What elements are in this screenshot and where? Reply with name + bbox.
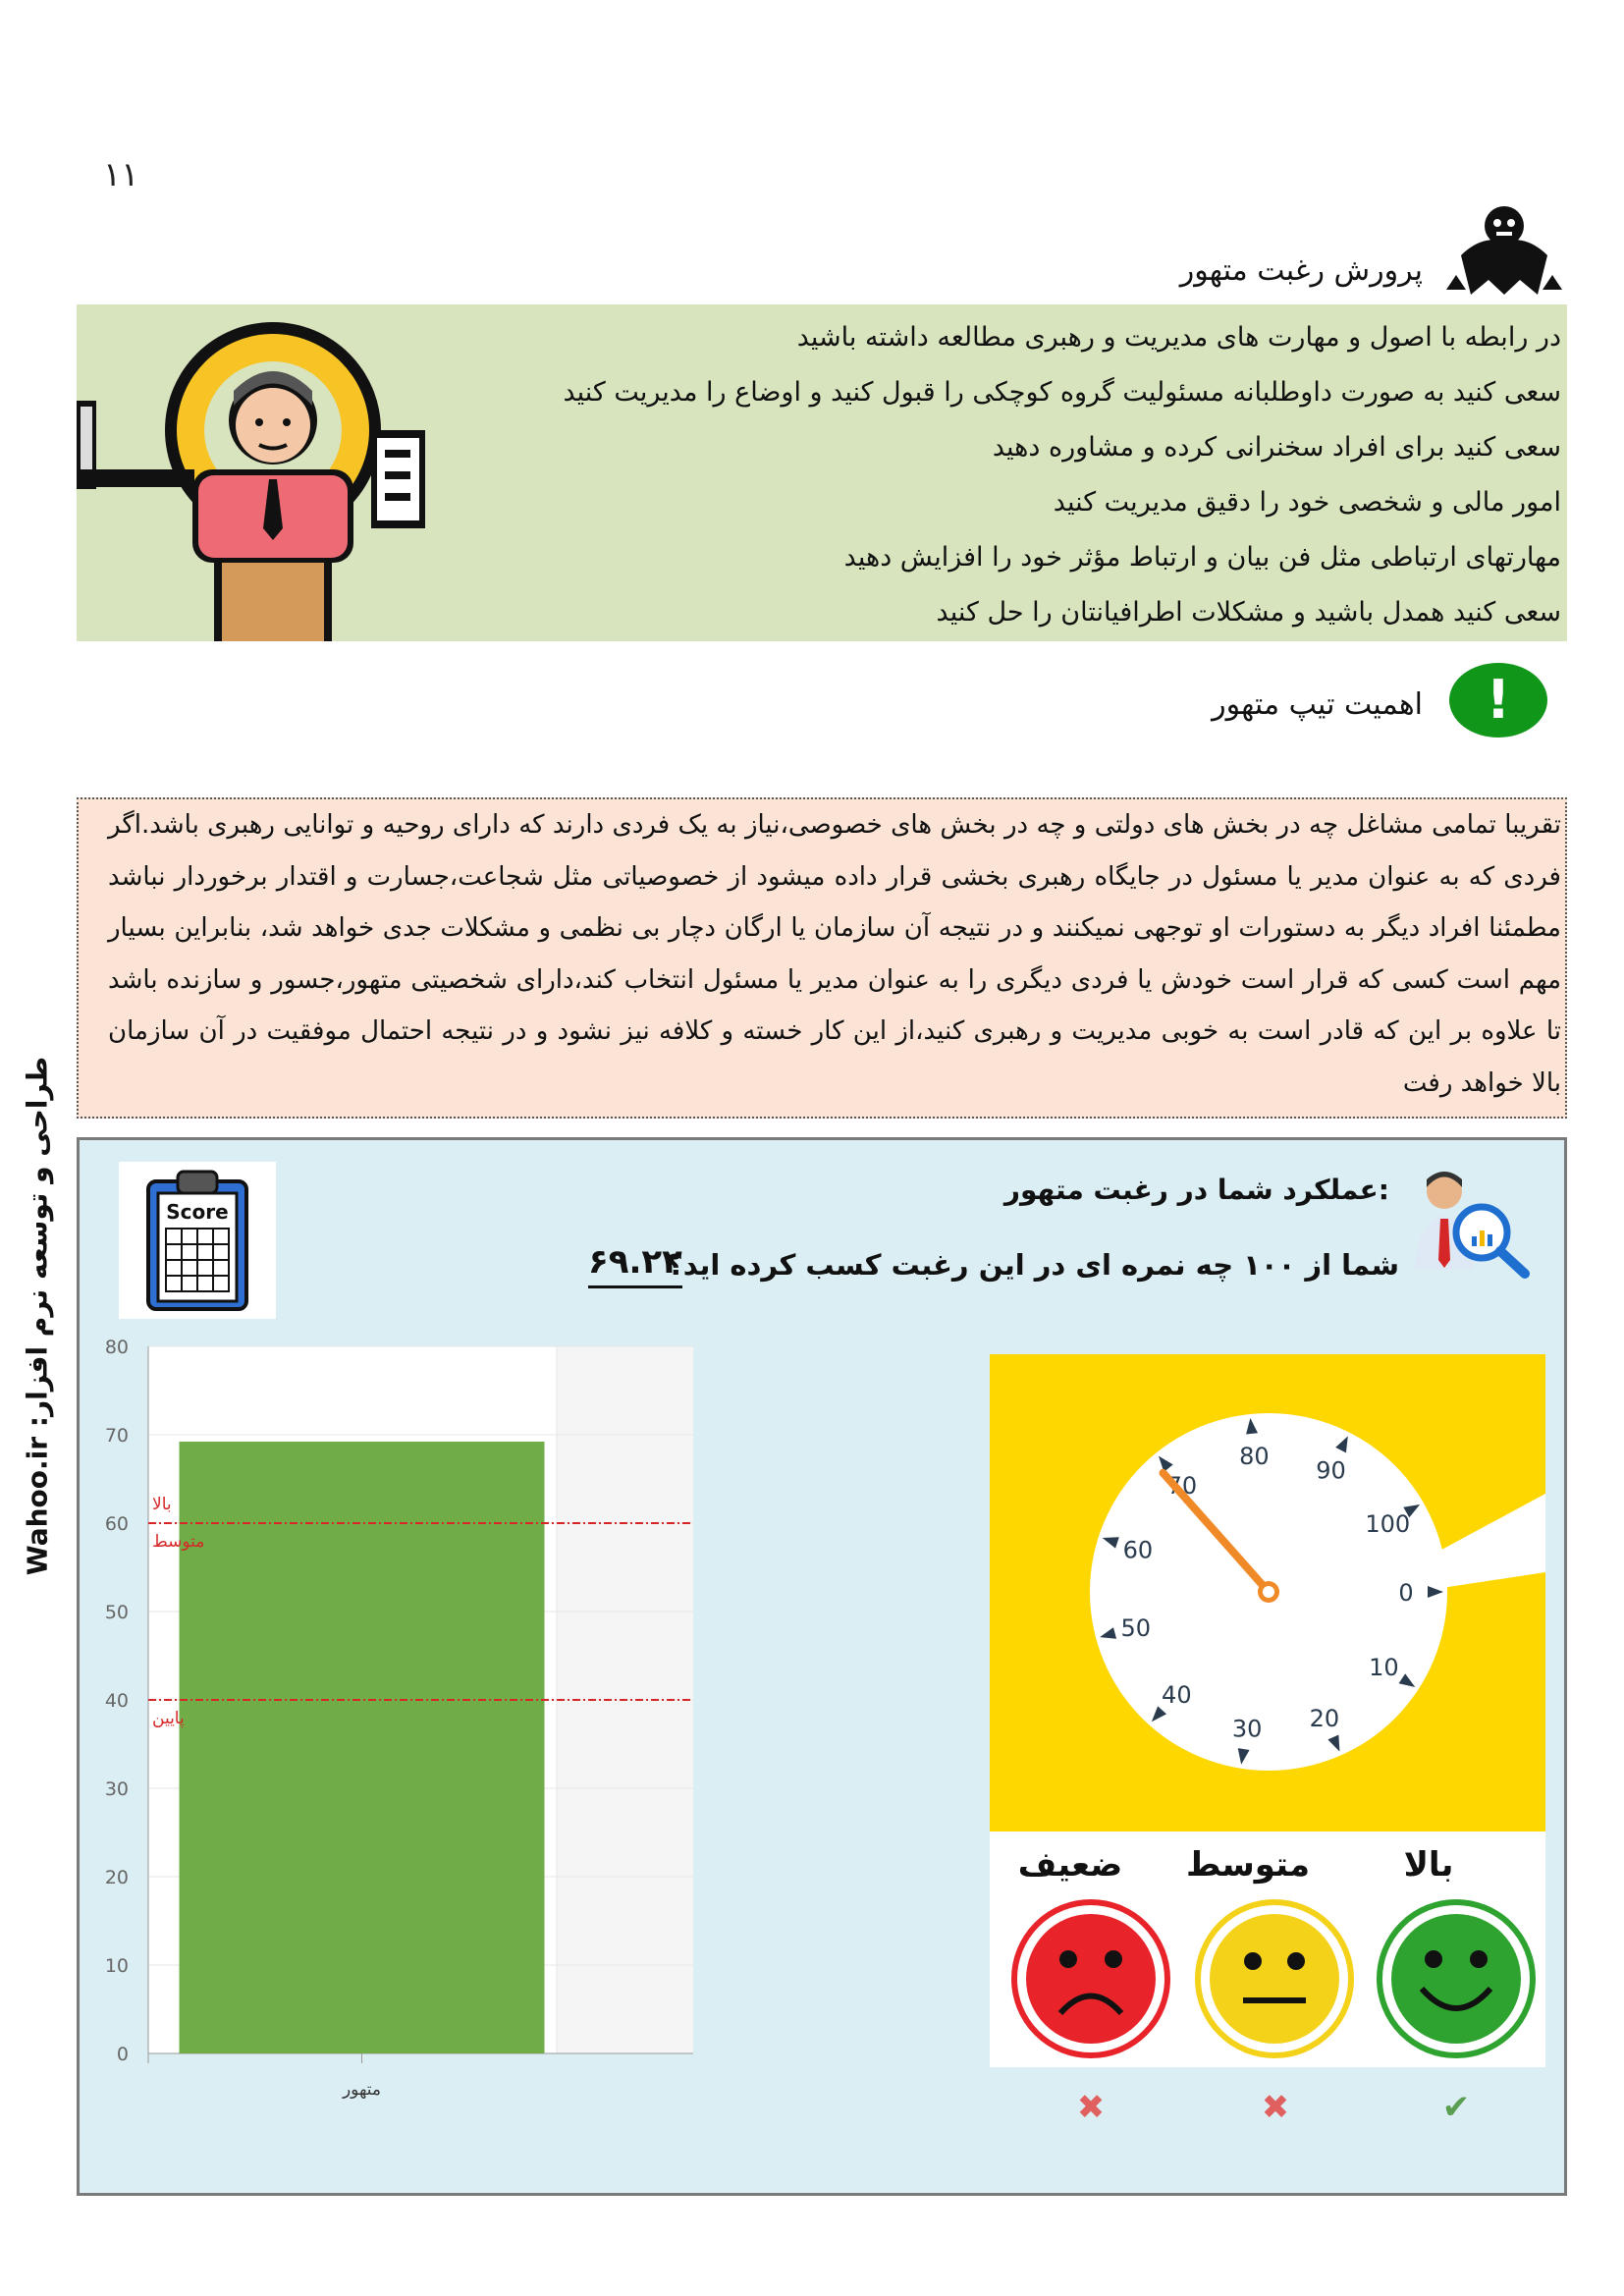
score-clipboard-icon — [119, 1162, 276, 1319]
cross-mark-medium: ✖ — [1261, 2088, 1290, 2127]
manager-illustration — [77, 312, 479, 641]
reference-label: بالا — [152, 1495, 172, 1514]
gauge-tick-label: 100 — [1365, 1510, 1411, 1538]
y-tick-label: 10 — [104, 1955, 129, 1977]
happy-face-icon — [1380, 1902, 1533, 2055]
sad-face-icon — [1014, 1902, 1167, 2055]
gauge-tick-label: 0 — [1398, 1579, 1414, 1607]
gauge-tick-label: 70 — [1166, 1472, 1198, 1501]
level-label-high: بالا — [1403, 1845, 1454, 1885]
tip-item: در رابطه با اصول و مهارت های مدیریت و رهبری مطالعه داشته باشید — [796, 322, 1561, 353]
score-question: شما از ۱۰۰ چه نمره ای در این رغبت کسب کرده اید؟ — [666, 1248, 1399, 1282]
gauge-tick-label: 30 — [1231, 1715, 1263, 1743]
score-bar-chart — [80, 1327, 983, 2132]
level-faces — [990, 1831, 1545, 2067]
exclamation-icon — [1447, 661, 1549, 739]
y-tick-label: 70 — [104, 1425, 129, 1447]
gauge-hub-inner — [1263, 1586, 1274, 1598]
level-label-low: ضعیف — [1017, 1845, 1123, 1885]
tip-item: سعی کنید همدل باشید و مشکلات اطرافیانتان را حل کنید — [936, 597, 1561, 628]
importance-text-box — [77, 797, 1567, 1119]
gauge-tick-label: 50 — [1120, 1614, 1152, 1643]
section-title-develop: پرورش رغبت متهور — [1179, 253, 1423, 288]
performance-title: :عملکرد شما در رغبت متهور — [1003, 1174, 1389, 1206]
reference-label: پایین — [152, 1709, 185, 1728]
tips-list — [501, 310, 1561, 640]
gauge-tick-label: 10 — [1369, 1654, 1399, 1682]
tip-item: مهارتهای ارتباطی مثل فن بیان و ارتباط مؤثر خود را افزایش دهید — [843, 542, 1561, 573]
x-tick-label: متهور — [342, 2080, 382, 2100]
y-tick-label: 20 — [104, 1867, 129, 1888]
tip-item: سعی کنید برای افراد سخنرانی کرده و مشاوره دهید — [992, 432, 1561, 463]
gauge-tick-label: 20 — [1309, 1704, 1340, 1732]
neutral-face-icon — [1198, 1902, 1351, 2055]
check-mark-high: ✔ — [1441, 2088, 1471, 2127]
level-label-medium: متوسط — [1185, 1845, 1311, 1885]
page-number: ۱۱ — [103, 155, 139, 194]
side-credit — [18, 1056, 57, 1576]
y-tick-label: 80 — [104, 1337, 129, 1358]
y-tick-label: 0 — [116, 2044, 129, 2065]
score-value: ۶۹.۲۲ — [588, 1242, 682, 1288]
y-tick-label: 30 — [104, 1778, 129, 1800]
exclamation-symbol: ! — [1486, 669, 1511, 731]
gauge-tick-label: 60 — [1122, 1536, 1154, 1564]
tips-box — [77, 304, 1567, 641]
analyst-magnifier-icon — [1405, 1162, 1533, 1280]
gauge-tick-label: 40 — [1162, 1681, 1192, 1710]
gauge-tick-label: 90 — [1316, 1456, 1346, 1485]
side-credit-text: طراحی و توسعه نرم افزار: Wahoo.ir — [21, 1056, 54, 1576]
cross-mark-low: ✖ — [1076, 2088, 1106, 2127]
leader-figure-icon — [1441, 196, 1567, 304]
section-title-importance: اهمیت تیپ متهور — [1212, 687, 1423, 722]
tip-item: امور مالی و شخصی خود را دقیق مدیریت کنید — [1053, 487, 1561, 518]
score-label: Score — [166, 1200, 229, 1224]
y-tick-label: 50 — [104, 1602, 129, 1623]
y-tick-label: 40 — [104, 1690, 129, 1712]
importance-paragraph: تقریبا تمامی مشاغل چه در بخش های دولتی و چه در بخش های خصوصی،نیاز به یک فردی دارند که دارای روحیه و توانایی رهبری باشد.اگر فردی که به عنوان مدیر یا مسئول در جایگاه رهبری بخشی قرار داده میشود از خصوصیاتی مثل شجاعت،جسارت و اقتدار برخوردار نباشد مطمئنا افراد دیگر به دستورات او توجهی نمیکنند و در نتیجه آن سازمان یا ارگان دچار بی نظمی و مشکلات جدی خواهد شد، بنابراین بسیار مهم است کسی که قرار است خودش یا فردی دیگری را به عنوان مدیر یا مسئول انتخاب کند،دارای شخصیتی متهور،جسور و سازنده باشد تا علاوه بر این که قادر است به خوبی مدیریت و رهبری کنید،از این کار خسته و کلافه نیز نشود و در نتیجه احتمال موفقیت در آن سازمان بالا خواهد رفت — [108, 810, 1561, 1098]
y-tick-label: 60 — [104, 1513, 129, 1535]
performance-panel — [77, 1137, 1567, 2196]
reference-label: متوسط — [152, 1532, 205, 1552]
tip-item: سعی کنید به صورت داوطلبانه مسئولیت گروه کوچکی را قبول کنید و اوضاع را مدیریت کنید — [563, 377, 1561, 408]
score-gauge — [990, 1354, 1545, 1831]
gauge-tick-label: 80 — [1239, 1442, 1270, 1470]
bar — [180, 1442, 545, 2053]
